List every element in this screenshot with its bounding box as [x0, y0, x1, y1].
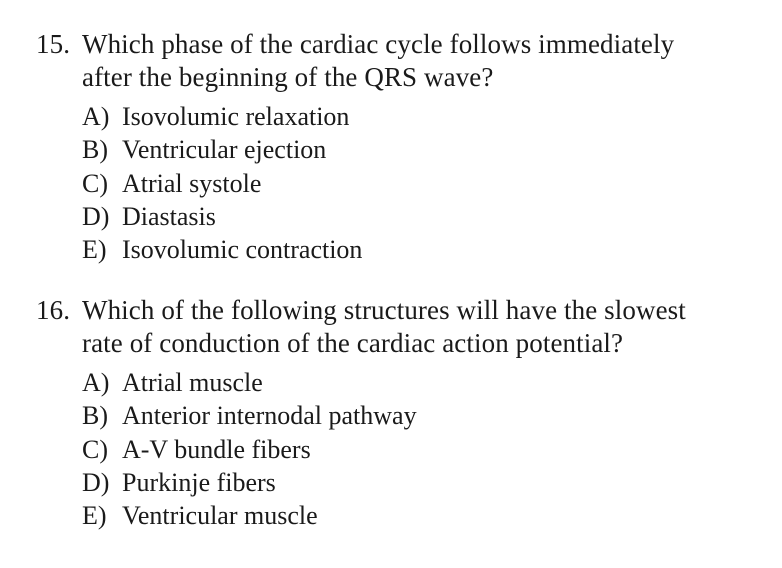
- question-text-line: Which phase of the cardiac cycle follows immediately: [82, 29, 675, 59]
- option-e: [82, 233, 736, 266]
- option-text: Ventricular ejection: [122, 135, 327, 165]
- question-16: [36, 294, 736, 532]
- question-text: [82, 28, 736, 94]
- question-stem: [36, 294, 736, 360]
- option-c: [82, 433, 736, 466]
- answer-options: [82, 366, 736, 532]
- option-text: Anterior internodal pathway: [122, 401, 417, 431]
- option-text: Purkinje fibers: [122, 467, 276, 497]
- question-number: 15.: [36, 29, 71, 59]
- option-letter: E): [82, 501, 107, 531]
- option-a: [82, 366, 736, 399]
- option-text: A-V bundle fibers: [122, 434, 311, 464]
- option-text: Atrial muscle: [122, 368, 263, 397]
- option-letter: B): [82, 401, 108, 431]
- question-text: [82, 294, 736, 360]
- option-letter: E): [82, 235, 107, 265]
- option-text: Ventricular muscle: [122, 501, 318, 531]
- option-letter: C): [82, 168, 108, 198]
- question-text-line: Which of the following structures will have the slowest: [82, 295, 686, 325]
- question-stem: [36, 28, 736, 94]
- option-c: [82, 167, 736, 200]
- answer-options: [82, 100, 736, 266]
- question-text-line: rate of conduction of the cardiac action potential?: [82, 328, 624, 358]
- option-e: [82, 499, 736, 532]
- question-15: [36, 28, 736, 266]
- question-text-line: after the beginning of the QRS wave?: [82, 62, 494, 92]
- option-letter: D): [82, 467, 110, 497]
- option-letter: D): [82, 201, 110, 231]
- option-letter: C): [82, 434, 108, 464]
- option-text: Atrial systole: [122, 168, 262, 198]
- option-text: Isovolumic relaxation: [122, 102, 350, 131]
- option-letter: A): [82, 368, 110, 397]
- option-text: Isovolumic contraction: [122, 235, 363, 265]
- question-number: 16.: [36, 295, 71, 325]
- option-letter: B): [82, 135, 108, 165]
- option-a: [82, 100, 736, 133]
- option-text: Diastasis: [122, 201, 216, 231]
- option-letter: A): [82, 102, 110, 131]
- option-b: [82, 133, 736, 166]
- option-d: [82, 200, 736, 233]
- option-d: [82, 466, 736, 499]
- option-b: [82, 399, 736, 432]
